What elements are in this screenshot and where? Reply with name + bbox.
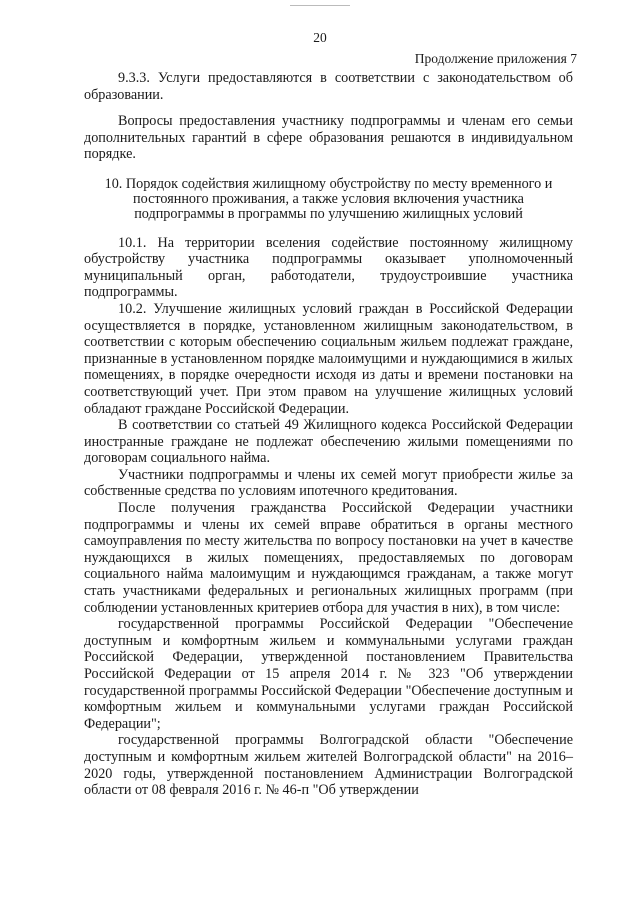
top-edge-mark	[290, 0, 350, 6]
paragraph-article-49: В соответствии со статьей 49 Жилищного кодекса Российской Федерации иностранные граждане не подлежат обеспечению жилыми помещениями по договорам социального найма.	[84, 417, 573, 467]
paragraph-federal-program: государственной программы Российской Федерации "Обеспечение доступным и комфортным жильем и коммунальными услугами граждан Российской Федерации, утвержденной постановлением Правительства Российской Федерации от 15 апреля 2014 г. № 323 "Об утверждении государственной программы Российской Федерации "Обеспечение доступным и комфортным жильем и коммунальными услугами граждан Российской Федерации";	[84, 616, 573, 732]
paragraph-education-guarantees: Вопросы предоставления участнику подпрограммы и членам его семьи дополнительных гарантий в сфере образования решаются в индивидуальном порядке.	[84, 113, 573, 163]
paragraph-10-2: 10.2. Улучшение жилищных условий граждан в Российской Федерации осуществляется в порядке, установленном жилищным законодательством, в соответствии с которым обеспечению социальным жильем подлежат граждане, признанные в установленном порядке малоимущими и нуждающимися в жилых помещениях, в порядке очередности исходя из даты и времени постановки на соответствующий учет. При этом правом на улучшение жилищных условий обладают граждане Российской Федерации.	[84, 300, 573, 417]
page-number: 20	[313, 30, 327, 45]
document-body	[84, 70, 573, 799]
paragraph-9-3-3: 9.3.3. Услуги предоставляются в соответствии с законодательством об образовании.	[84, 70, 573, 103]
paragraph-gap	[84, 103, 573, 113]
appendix-note: Продолжение приложения 7	[414, 51, 577, 66]
section-heading-10: 10. Порядок содействия жилищному обустройству по месту временного и постоянного проживания, а также условия включения участника подпрограммы в программы по улучшению жилищных условий	[104, 175, 553, 223]
paragraph-after-citizenship: После получения гражданства Российской Федерации участники подпрограммы и члены их семей вправе обратиться в органы местного самоуправления по месту жительства по вопросу постановки на учет в качестве нуждающихся в жилых помещениях, предоставляемых по договорам социального найма малоимущим и нуждающимся гражданам, а также могут стать участниками федеральных и региональных жилищных программ (при соблюдении установленных критериев отбора для участия в них), в том числе:	[84, 500, 573, 616]
paragraph-regional-program: государственной программы Волгоградской области "Обеспечение доступным и комфортным жильем жителей Волгоградской области" на 2016–2020 годы, утвержденной постановлением Администрации Волгоградской области от 08 февраля 2016 г. № 46-п "Об утверждении	[84, 732, 573, 799]
paragraph-10-1: 10.1. На территории вселения содействие постоянному жилищному обустройству участника подпрограммы оказывает уполномоченный муниципальный орган, работодатели, трудоустроившие участника подпрограммы.	[84, 234, 573, 301]
paragraph-mortgage: Участники подпрограммы и члены их семей могут приобрести жилье за собственные средства по условиям ипотечного кредитования.	[84, 466, 573, 500]
